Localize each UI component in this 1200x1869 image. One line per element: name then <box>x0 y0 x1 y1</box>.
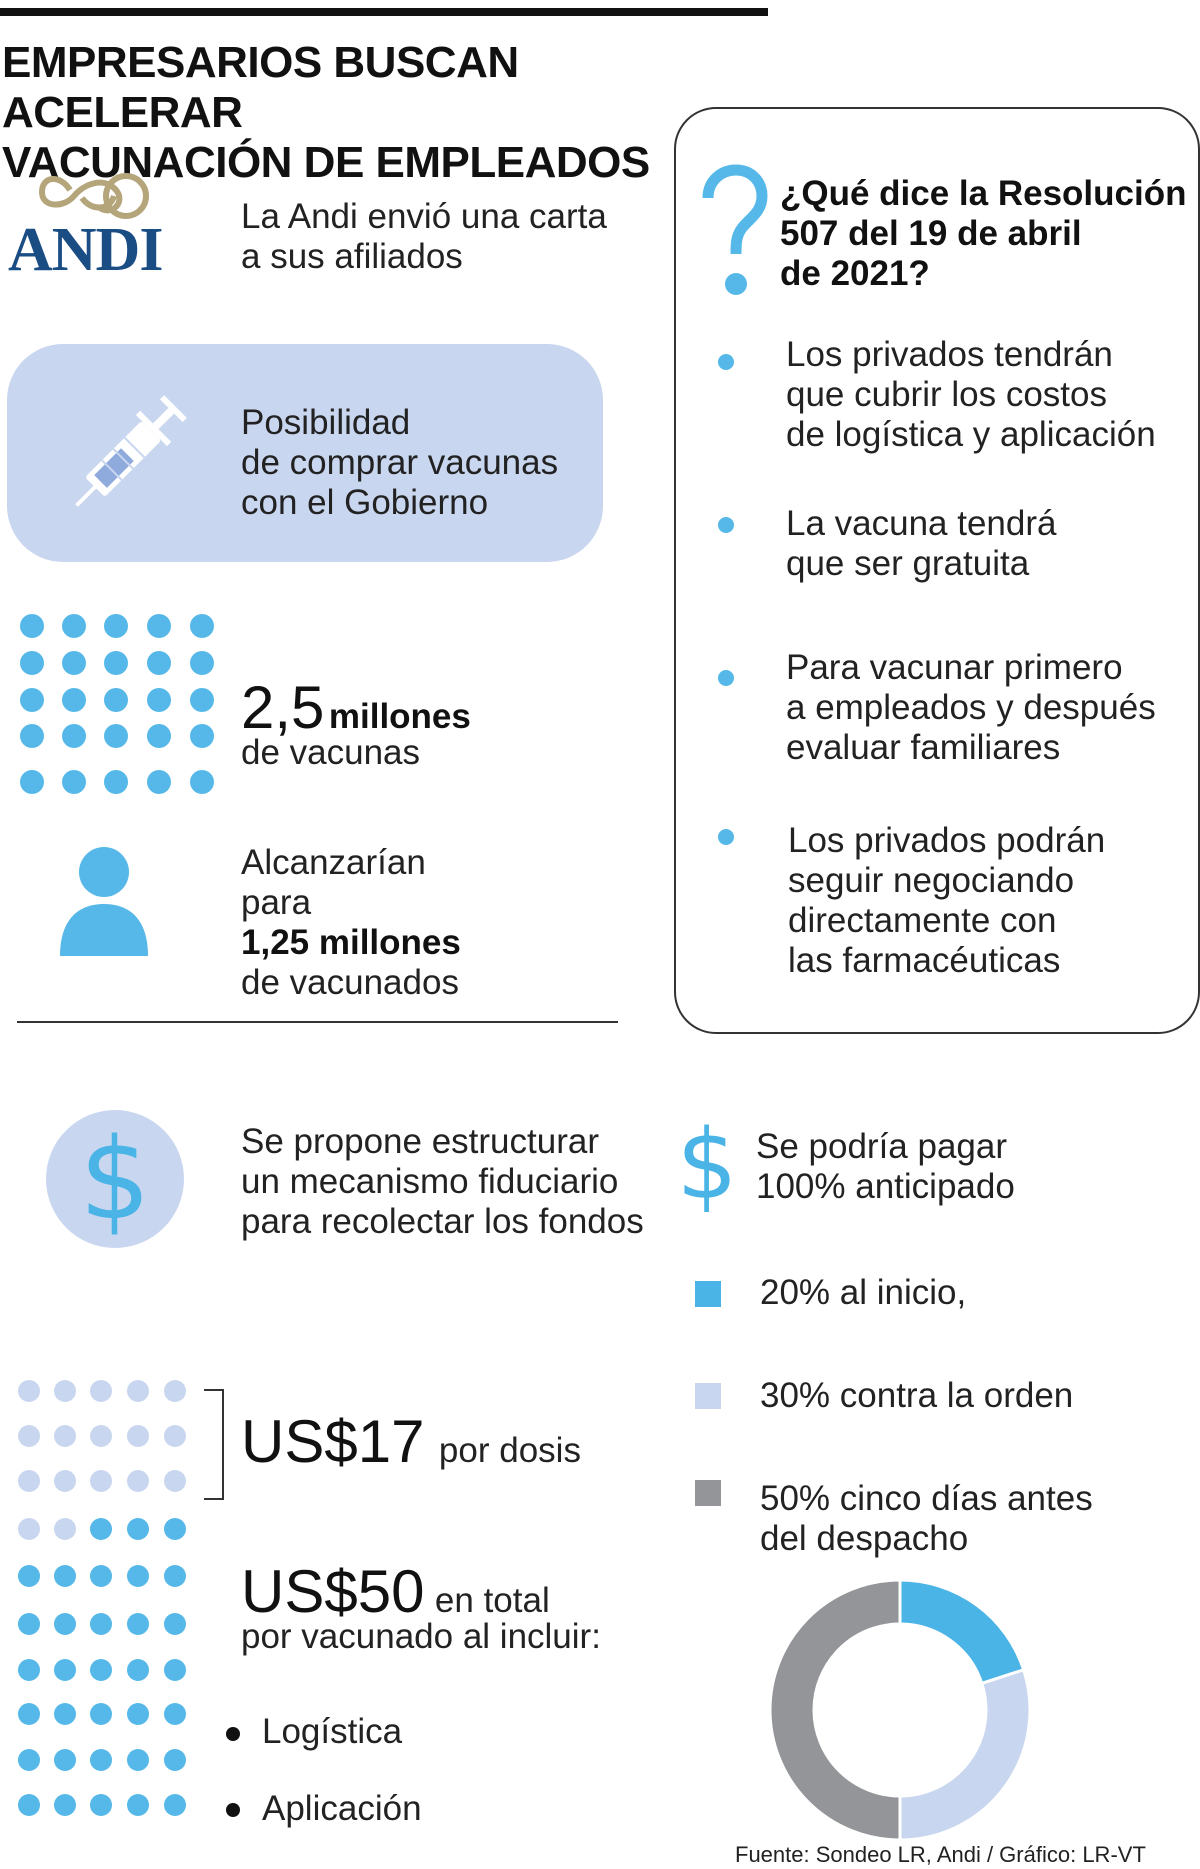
donut-slice-2 <box>900 1670 1030 1840</box>
cost-dot-icon <box>90 1703 112 1725</box>
title-line-1: EMPRESARIOS BUSCAN ACELERAR <box>2 38 519 137</box>
cost-dot-icon <box>90 1794 112 1816</box>
resolution-item: La vacuna tendrá que ser gratuita <box>786 504 1057 583</box>
cost-dot-icon <box>127 1613 149 1635</box>
donut-slice-1 <box>900 1580 1024 1683</box>
andi-logo <box>8 168 186 284</box>
svg-text:$: $ <box>79 1115 151 1245</box>
cost-dot-icon <box>164 1703 186 1725</box>
resolution-bullet-icon <box>718 354 734 370</box>
vaccine-dot-icon <box>104 651 128 675</box>
cost-dot-icon <box>54 1470 76 1492</box>
legend-swatch <box>695 1480 721 1506</box>
title-line-2: VACUNACIÓN DE EMPLEADOS <box>2 138 650 187</box>
cost-dot-icon <box>54 1749 76 1771</box>
vaccine-dot-icon <box>147 724 171 748</box>
vaccines-figure <box>241 676 471 740</box>
legend-label: 50% cinco días antes del despacho <box>760 1479 1093 1558</box>
legend-label: 30% contra la orden <box>760 1376 1074 1415</box>
resolution-question: ¿Qué dice la Resolución 507 del 19 de abril de 2021? <box>780 174 1187 293</box>
cost-dot-icon <box>54 1518 76 1540</box>
cost-dot-icon <box>164 1659 186 1681</box>
include-item: Aplicación <box>262 1789 422 1828</box>
vaccine-dot-icon <box>147 651 171 675</box>
vaccine-dot-icon <box>104 770 128 794</box>
cost-dot-icon <box>164 1470 186 1492</box>
cost-dot-icon <box>164 1794 186 1816</box>
payment-text: Se podría pagar 100% anticipado <box>756 1127 1015 1206</box>
per-dose-amount: US$17 <box>241 1408 425 1475</box>
per-dose-figure <box>241 1410 581 1474</box>
cost-dot-icon <box>54 1659 76 1681</box>
total-unit: en total <box>434 1581 550 1620</box>
andi-logo-text: ANDI <box>8 216 163 284</box>
vaccine-dot-icon <box>190 688 214 712</box>
fiduciary-text: Se propone estructurar un mecanismo fiduciario para recolectar los fondos <box>241 1122 644 1241</box>
cost-dot-icon <box>18 1425 40 1447</box>
donut-slice-3 <box>770 1580 900 1840</box>
vaccine-dot-icon <box>62 651 86 675</box>
cost-dots-grid <box>18 1380 198 1840</box>
cost-dot-icon <box>164 1749 186 1771</box>
source-note: Fuente: Sondeo LR, Andi / Gráfico: LR-VT <box>735 1842 1146 1867</box>
resolution-item: Los privados podrán seguir negociando directamente con las farmacéuticas <box>788 821 1106 980</box>
vaccine-dot-icon <box>190 614 214 638</box>
include-item: Logística <box>262 1712 403 1751</box>
resolution-bullet-icon <box>718 670 734 686</box>
vaccine-dot-icon <box>190 651 214 675</box>
resolution-bullet-icon <box>718 829 734 845</box>
cost-dot-icon <box>90 1425 112 1447</box>
cost-dot-icon <box>90 1659 112 1681</box>
cost-dot-icon <box>18 1659 40 1681</box>
cost-dot-icon <box>90 1749 112 1771</box>
cost-dot-icon <box>18 1518 40 1540</box>
purchase-text: Posibilidad de comprar vacunas con el Gobierno <box>241 403 559 522</box>
cost-dot-icon <box>127 1518 149 1540</box>
syringe-icon <box>46 376 206 536</box>
vaccine-dot-icon <box>20 770 44 794</box>
cost-dot-icon <box>90 1380 112 1402</box>
vaccine-dot-icon <box>190 724 214 748</box>
vaccine-dot-icon <box>20 724 44 748</box>
cost-dot-icon <box>127 1565 149 1587</box>
cost-dot-icon <box>18 1565 40 1587</box>
vaccine-dot-icon <box>147 688 171 712</box>
cost-dot-icon <box>54 1613 76 1635</box>
bullet-icon <box>226 1727 240 1741</box>
page-title <box>2 38 762 188</box>
cost-dot-icon <box>164 1565 186 1587</box>
cost-dot-icon <box>127 1749 149 1771</box>
cost-dot-icon <box>127 1794 149 1816</box>
bullet-icon <box>226 1803 240 1817</box>
per-dose-unit: por dosis <box>438 1431 581 1470</box>
dose-bracket <box>204 1389 224 1500</box>
cost-dot-icon <box>54 1794 76 1816</box>
resolution-item: Para vacunar primero a empleados y después evaluar familiares <box>786 648 1156 767</box>
vaccine-dot-icon <box>62 614 86 638</box>
cost-dot-icon <box>18 1380 40 1402</box>
vaccine-dot-icon <box>104 614 128 638</box>
cost-dot-icon <box>90 1565 112 1587</box>
cost-dot-icon <box>164 1425 186 1447</box>
vaccines-caption: de vacunas <box>241 733 421 772</box>
vaccine-dot-icon <box>20 688 44 712</box>
cost-dot-icon <box>127 1659 149 1681</box>
question-mark-icon <box>702 168 764 298</box>
cost-dot-icon <box>18 1470 40 1492</box>
reach-highlight: 1,25 millones <box>241 923 461 962</box>
cost-dot-icon <box>18 1613 40 1635</box>
dollar-icon <box>676 1109 738 1221</box>
cost-dot-icon <box>164 1518 186 1540</box>
vaccines-unit: millones <box>328 697 471 736</box>
resolution-bullet-icon <box>718 517 734 533</box>
vaccine-dot-icon <box>147 614 171 638</box>
total-caption: por vacunado al incluir: <box>241 1617 601 1656</box>
total-figure <box>241 1560 550 1624</box>
total-amount: US$50 <box>241 1558 425 1625</box>
cost-dot-icon <box>18 1749 40 1771</box>
cost-dot-icon <box>54 1380 76 1402</box>
cost-dot-icon <box>127 1703 149 1725</box>
cost-dot-icon <box>18 1703 40 1725</box>
cost-dot-icon <box>18 1794 40 1816</box>
cost-dot-icon <box>127 1380 149 1402</box>
person-icon <box>58 844 150 962</box>
cost-dot-icon <box>164 1380 186 1402</box>
section-divider <box>17 1021 618 1023</box>
vaccine-dot-icon <box>104 724 128 748</box>
resolution-item: Los privados tendrán que cubrir los costos de logística y aplicación <box>786 335 1156 454</box>
cost-dot-icon <box>54 1703 76 1725</box>
payment-donut-chart <box>768 1578 1032 1842</box>
vaccine-dot-icon <box>20 614 44 638</box>
cost-dot-icon <box>127 1425 149 1447</box>
reach-text: Alcanzarían para 1,25 millones de vacunados <box>241 843 461 1002</box>
legend-label: 20% al inicio, <box>760 1273 967 1312</box>
cost-dot-icon <box>90 1470 112 1492</box>
legend-swatch <box>695 1383 721 1409</box>
legend-swatch <box>695 1281 721 1307</box>
cost-dot-icon <box>90 1518 112 1540</box>
cost-dot-icon <box>127 1470 149 1492</box>
cost-dot-icon <box>54 1425 76 1447</box>
top-rule <box>0 8 768 16</box>
vaccine-dot-icon <box>104 688 128 712</box>
cost-dot-icon <box>90 1613 112 1635</box>
vaccine-dot-icon <box>147 770 171 794</box>
vaccine-dot-icon <box>190 770 214 794</box>
andi-letter-text: La Andi envió una carta a sus afiliados <box>241 197 607 276</box>
cost-dot-icon <box>164 1613 186 1635</box>
vaccines-number: 2,5 <box>241 674 325 741</box>
vaccine-dot-icon <box>62 770 86 794</box>
vaccine-dot-icon <box>62 724 86 748</box>
vaccine-dots-grid <box>20 614 220 790</box>
vaccine-dot-icon <box>62 688 86 712</box>
vaccine-dot-icon <box>20 651 44 675</box>
svg-text:$: $ <box>676 1109 738 1221</box>
dollar-circle-icon <box>46 1110 184 1248</box>
cost-dot-icon <box>54 1565 76 1587</box>
